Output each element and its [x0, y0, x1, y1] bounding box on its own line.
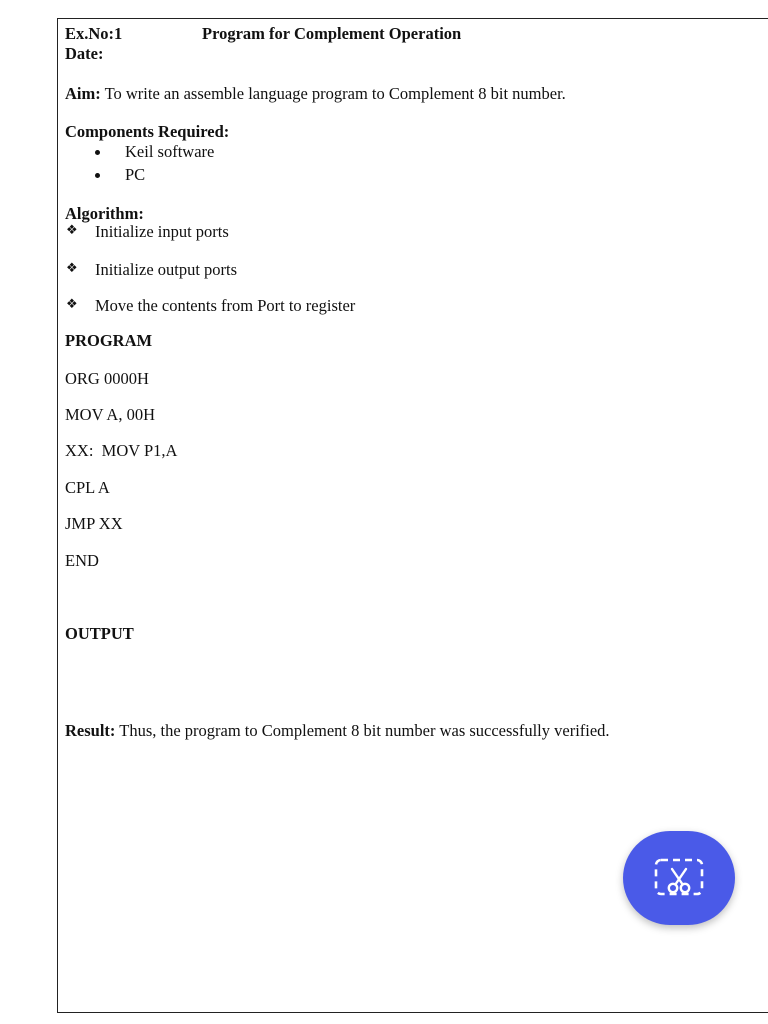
algorithm-heading: Algorithm:	[65, 204, 144, 223]
aim-label: Aim:	[65, 84, 101, 103]
code-line: ORG 0000H	[65, 369, 149, 388]
date-label: Date:	[65, 44, 104, 63]
screenshot-capture-button[interactable]	[623, 831, 735, 925]
code-line: END	[65, 551, 99, 570]
bullet-icon	[95, 150, 100, 155]
document-title: Program for Complement Operation	[202, 24, 462, 43]
algorithm-step: Move the contents from Port to register	[95, 296, 356, 315]
component-item: Keil software	[125, 142, 215, 161]
result-paragraph	[65, 721, 610, 741]
result-label: Result:	[65, 721, 116, 740]
algorithm-step: Initialize output ports	[95, 260, 238, 279]
output-heading: OUTPUT	[65, 624, 134, 643]
exercise-number: Ex.No:1	[65, 24, 123, 43]
aim-text: To write an assemble language program to Complement 8 bit number.	[104, 84, 566, 103]
code-line: JMP XX	[65, 514, 123, 533]
components-heading: Components Required:	[65, 122, 230, 141]
result-text: Thus, the program to Complement 8 bit number was successfully verified.	[119, 721, 610, 740]
aim-paragraph	[65, 84, 566, 104]
bullet-icon	[95, 173, 100, 178]
code-line: XX: MOV P1,A	[65, 441, 178, 460]
component-item: PC	[125, 165, 146, 184]
screenshot-scissors-icon	[653, 857, 705, 899]
code-line: CPL A	[65, 478, 110, 497]
program-heading: PROGRAM	[65, 331, 153, 350]
diamond-bullet-icon: ❖	[66, 223, 78, 238]
code-line: MOV A, 00H	[65, 405, 156, 424]
diamond-bullet-icon: ❖	[66, 297, 78, 312]
algorithm-step: Initialize input ports	[95, 222, 229, 241]
diamond-bullet-icon: ❖	[66, 261, 78, 276]
